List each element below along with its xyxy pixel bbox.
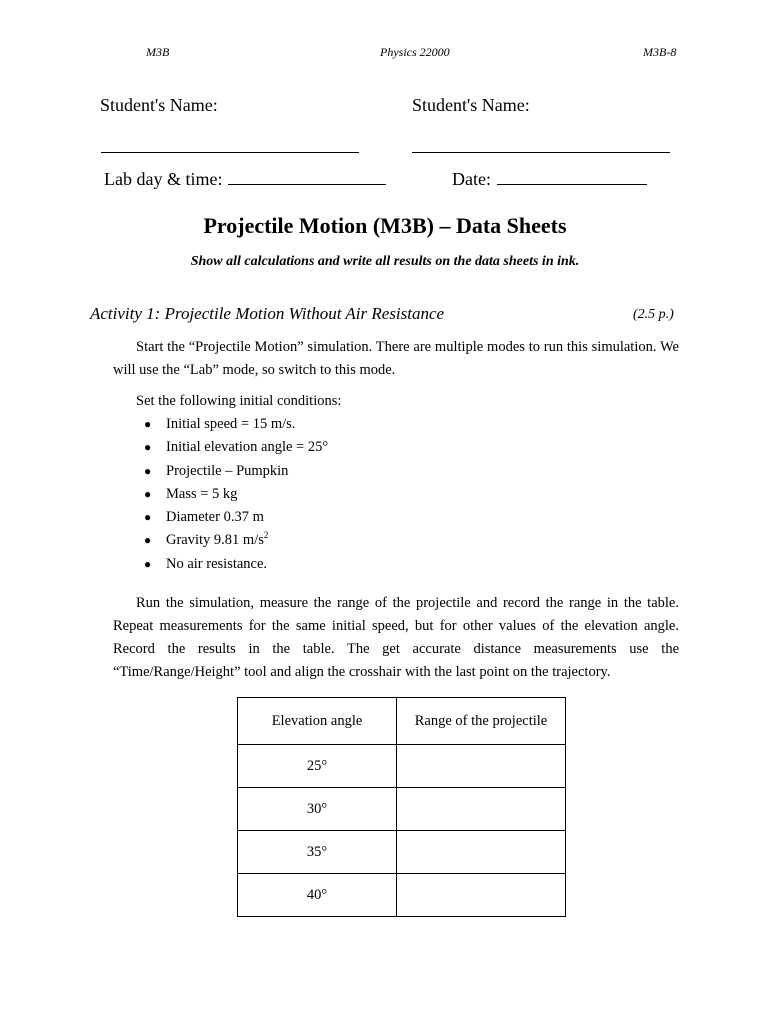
range-cell[interactable]: [397, 874, 566, 917]
student-name-label-2: Student's Name:: [412, 95, 530, 115]
lab-day-label: Lab day & time:: [104, 169, 223, 189]
activity-heading: Activity 1: Projectile Motion Without Air Resistance: [90, 304, 445, 323]
angle-cell: 35°: [238, 831, 397, 874]
page-subtitle: Show all calculations and write all results on the data sheets in ink.: [190, 254, 580, 269]
conditions-list: [144, 413, 329, 576]
bullet-icon: ●: [144, 440, 152, 455]
angle-cell: 25°: [238, 745, 397, 788]
table-row: [238, 788, 566, 831]
header-range: Range of the projectile: [397, 698, 566, 745]
condition-item: ● No air resistance.: [166, 553, 328, 576]
bullet-icon: ●: [144, 463, 152, 478]
condition-item: ● Projectile – Pumpkin: [166, 460, 328, 483]
header-center: Physics 22000: [380, 45, 450, 59]
bullet-icon: ●: [144, 556, 152, 571]
table-row: [238, 831, 566, 874]
page-title: Projectile Motion (M3B) – Data Sheets: [203, 213, 567, 238]
date-field: [452, 169, 647, 190]
range-cell[interactable]: [397, 788, 566, 831]
table-row: [238, 745, 566, 788]
student-name-line-1[interactable]: [101, 152, 359, 153]
condition-item: ● Gravity 9.81 $m/s^2$: [166, 529, 328, 552]
angle-cell: 40°: [238, 874, 397, 917]
range-table: [237, 697, 566, 917]
range-cell[interactable]: [397, 831, 566, 874]
angle-cell: 30°: [238, 788, 397, 831]
conditions-label: Set the following initial conditions:: [136, 393, 342, 409]
condition-item: ● Diameter 0.37 m: [166, 506, 328, 529]
date-line[interactable]: [497, 170, 647, 185]
range-cell[interactable]: [397, 745, 566, 788]
date-label: Date:: [452, 169, 491, 189]
gravity-exponent: 2: [263, 530, 269, 541]
lab-day-line[interactable]: [228, 170, 386, 185]
header-left: M3B: [146, 45, 170, 59]
bullet-icon: ●: [144, 486, 152, 501]
table-header-row: [238, 698, 566, 745]
activity-instructions: Run the simulation, measure the range of the projectile and record the range in the table. Repeat measurements for the same initial speed, but for other values of the elevation angle. Record the results in the table. The get accurate distance measurements use the “Time/Range/Height” tool and align the crosshair with the last point on the trajectory.: [113, 595, 679, 680]
student-name-line-2[interactable]: [412, 152, 670, 153]
bullet-icon: ●: [144, 510, 152, 525]
activity-points: (2.5 p.): [633, 307, 674, 322]
activity-intro: Start the “Projectile Motion” simulation. There are multiple modes to run this simulation. We will use the “Lab” mode, so switch to this mode.: [113, 339, 679, 378]
bullet-icon: ●: [144, 533, 152, 548]
condition-item: ● Initial speed = 15 m/s.: [166, 413, 328, 436]
header-right: M3B-8: [643, 45, 677, 59]
lab-day-field: [104, 169, 386, 190]
header-elevation-angle: Elevation angle: [238, 698, 397, 745]
table-row: [238, 874, 566, 917]
condition-item: ● Mass = 5 kg: [166, 483, 328, 506]
bullet-icon: ●: [144, 417, 152, 431]
condition-item: ● Initial elevation angle = 25°: [166, 436, 328, 459]
student-name-label-1: Student's Name:: [100, 95, 218, 115]
